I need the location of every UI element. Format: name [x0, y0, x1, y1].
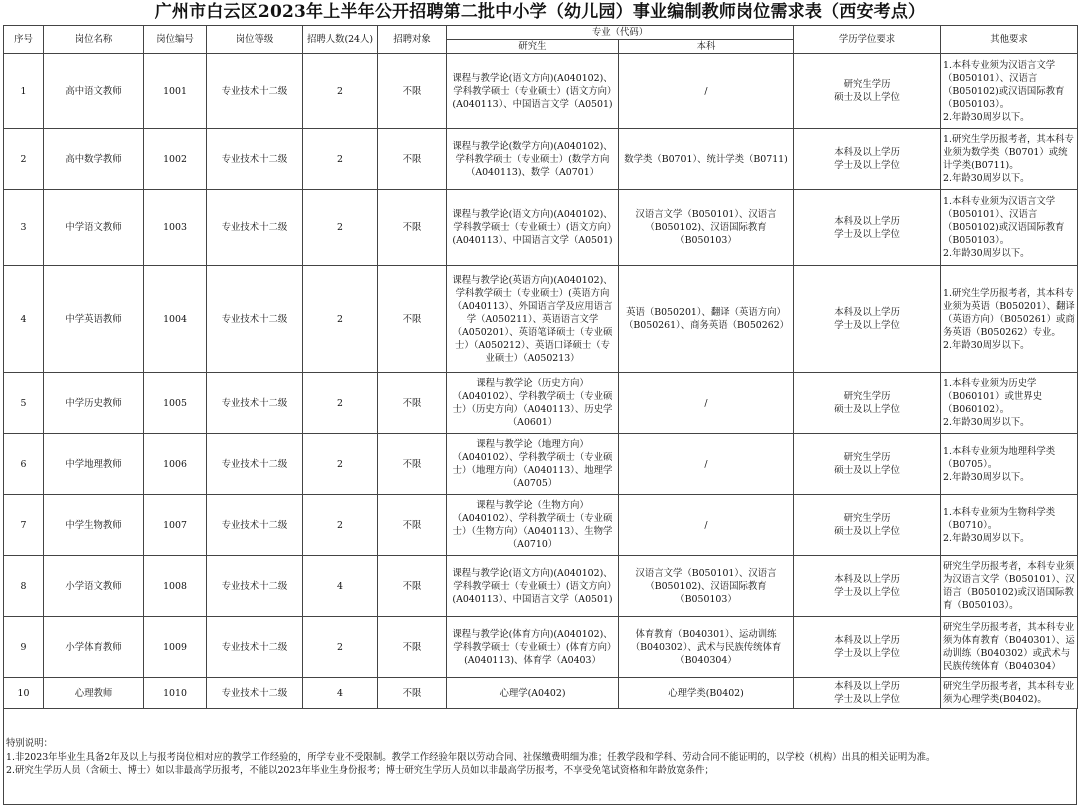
cell-position-level: 专业技术十二级 [207, 678, 303, 709]
cell-graduate-major: 课程与教学论(英语方向)(A040102)、学科教学硕士（专业硕士）(英语方向（A040113）、外国语言学及应用语言学（A050211）、英语语言文学（A050201）、英语笔译硕士（专业硕士）（A050212）、英语口译硕士（专业硕士）（A050213） [447, 266, 619, 373]
cell-target: 不限 [378, 434, 447, 495]
header-position-code: 岗位编号 [144, 26, 207, 54]
table-row [4, 266, 1078, 373]
cell-degree-requirement: 本科及以上学历 学士及以上学位 [794, 129, 941, 190]
cell-undergraduate-major: / [619, 434, 794, 495]
cell-target: 不限 [378, 617, 447, 678]
cell-position-code: 1009 [144, 617, 207, 678]
cell-position-level: 专业技术十二级 [207, 617, 303, 678]
cell-target: 不限 [378, 373, 447, 434]
cell-seq: 5 [4, 373, 44, 434]
cell-hiring-count: 4 [303, 678, 378, 709]
cell-target: 不限 [378, 678, 447, 709]
header-seq: 序号 [4, 26, 44, 54]
cell-position-code: 1006 [144, 434, 207, 495]
cell-degree-requirement: 本科及以上学历 学士及以上学位 [794, 266, 941, 373]
cell-position-level: 专业技术十二级 [207, 556, 303, 617]
table-row [4, 617, 1078, 678]
cell-position-name: 高中数学教师 [44, 129, 144, 190]
cell-position-name: 小学体育教师 [44, 617, 144, 678]
cell-seq: 1 [4, 54, 44, 129]
table-row [4, 678, 1078, 709]
header-target: 招聘对象 [378, 26, 447, 54]
cell-hiring-count: 2 [303, 434, 378, 495]
cell-position-level: 专业技术十二级 [207, 266, 303, 373]
cell-undergraduate-major: 汉语言文学（B050101）、汉语言（B050102)、汉语国际教育（B050103） [619, 556, 794, 617]
cell-undergraduate-major: 汉语言文学（B050101）、汉语言（B050102)、汉语国际教育（B050103） [619, 190, 794, 266]
cell-undergraduate-major: 体育教育（B040301）、运动训练（B040302）、武术与民族传统体育（B040304） [619, 617, 794, 678]
cell-hiring-count: 2 [303, 54, 378, 129]
table-row [4, 495, 1078, 556]
cell-other-requirements: 1.本科专业须为生物科学类（B0710）。 2.年龄30周岁以下。 [941, 495, 1078, 556]
header-major: 专业（代码） [447, 26, 794, 40]
cell-degree-requirement: 本科及以上学历 学士及以上学位 [794, 556, 941, 617]
cell-hiring-count: 2 [303, 266, 378, 373]
cell-undergraduate-major: 英语（B050201）、翻译（英语方向）（B050261）、商务英语（B050262） [619, 266, 794, 373]
cell-position-name: 中学历史教师 [44, 373, 144, 434]
header-other: 其他要求 [941, 26, 1078, 54]
header-position-name: 岗位名称 [44, 26, 144, 54]
cell-undergraduate-major: / [619, 54, 794, 129]
cell-position-level: 专业技术十二级 [207, 190, 303, 266]
cell-degree-requirement: 研究生学历 硕士及以上学位 [794, 54, 941, 129]
cell-position-code: 1010 [144, 678, 207, 709]
cell-position-name: 中学语文教师 [44, 190, 144, 266]
cell-graduate-major: 课程与教学论(数学方向)(A040102)、学科教学硕士（专业硕士）(数学方向（A040113)、数学（A0701） [447, 129, 619, 190]
cell-seq: 10 [4, 678, 44, 709]
positions-table [3, 25, 1078, 709]
cell-graduate-major: 课程与教学论(语文方向)(A040102)、学科教学硕士（专业硕士）(语文方向）(A040113）、中国语言文学（A0501) [447, 190, 619, 266]
cell-position-name: 高中语文教师 [44, 54, 144, 129]
cell-target: 不限 [378, 556, 447, 617]
cell-position-level: 专业技术十二级 [207, 495, 303, 556]
cell-seq: 4 [4, 266, 44, 373]
cell-graduate-major: 课程与教学论(语文方向)(A040102)、学科教学硕士（专业硕士）(语文方向）(A040113）、中国语言文学（A0501) [447, 556, 619, 617]
header-undergraduate: 本科 [619, 40, 794, 54]
header-graduate: 研究生 [447, 40, 619, 54]
cell-graduate-major: 心理学(A0402) [447, 678, 619, 709]
cell-degree-requirement: 研究生学历 硕士及以上学位 [794, 373, 941, 434]
cell-seq: 3 [4, 190, 44, 266]
cell-position-level: 专业技术十二级 [207, 434, 303, 495]
table-row [4, 129, 1078, 190]
cell-seq: 9 [4, 617, 44, 678]
cell-other-requirements: 1.本科专业须为地理科学类（B0705）。 2.年龄30周岁以下。 [941, 434, 1078, 495]
header-hiring-count: 招聘人数(24人) [303, 26, 378, 54]
cell-undergraduate-major: / [619, 373, 794, 434]
cell-position-code: 1008 [144, 556, 207, 617]
notes-heading: 特别说明： [6, 738, 53, 749]
cell-position-code: 1003 [144, 190, 207, 266]
cell-position-name: 中学英语教师 [44, 266, 144, 373]
cell-position-code: 1005 [144, 373, 207, 434]
cell-hiring-count: 2 [303, 495, 378, 556]
cell-undergraduate-major: / [619, 495, 794, 556]
cell-position-name: 中学地理教师 [44, 434, 144, 495]
cell-position-code: 1001 [144, 54, 207, 129]
cell-position-level: 专业技术十二级 [207, 373, 303, 434]
cell-other-requirements: 1.研究生学历报考者，其本科专业须为数学类（B0701）或统计学类(B0711)。 2.年龄30周岁以下。 [941, 129, 1078, 190]
cell-degree-requirement: 本科及以上学历 学士及以上学位 [794, 190, 941, 266]
cell-other-requirements: 研究生学历报考者，其本科专业须为体育教育（B040301）、运动训练（B040302）或武术与民族传统体育（B040304） [941, 617, 1078, 678]
cell-position-name: 中学生物教师 [44, 495, 144, 556]
cell-position-name: 心理教师 [44, 678, 144, 709]
cell-graduate-major: 课程与教学论(语文方向)(A040102)、学科教学硕士（专业硕士）(语文方向）(A040113）、中国语言文学（A0501) [447, 54, 619, 129]
cell-other-requirements: 1.本科专业须为历史学（B060101）或世界史（B060102）。 2.年龄30周岁以下。 [941, 373, 1078, 434]
cell-hiring-count: 2 [303, 129, 378, 190]
header-degree: 学历学位要求 [794, 26, 941, 54]
cell-graduate-major: 课程与教学论（历史方向）（A040102）、学科教学硕士（专业硕士）（历史方向）（A040113）、历史学（A0601） [447, 373, 619, 434]
cell-hiring-count: 2 [303, 190, 378, 266]
cell-graduate-major: 课程与教学论(体育方向)(A040102)、学科教学硕士（专业硕士）(体育方向）(A040113)、体育学（A0403） [447, 617, 619, 678]
note-line: 2.研究生学历人员（含硕士、博士）如以非最高学历报考，不能以2023年毕业生身份报考；博士研究生学历人员如以非最高学历报考，不享受免笔试资格和年龄放宽条件； [6, 765, 714, 776]
cell-hiring-count: 2 [303, 373, 378, 434]
page-title: 广州市白云区2023年上半年公开招聘第二批中小学（幼儿园）事业编制教师岗位需求表（西安考点） [154, 2, 926, 22]
cell-seq: 6 [4, 434, 44, 495]
cell-other-requirements: 研究生学历报考者，其本科专业须为心理学类(B0402)。 [941, 678, 1078, 709]
cell-degree-requirement: 本科及以上学历 学士及以上学位 [794, 678, 941, 709]
cell-target: 不限 [378, 129, 447, 190]
note-line: 1.非2023年毕业生具备2年及以上与报考岗位相对应的教学工作经验的，所学专业不受限制。教学工作经验年限以劳动合同、社保缴费明细为准；任教学段和学科、劳动合同不能证明的，以学校（机构）出具的相关证明为准。 [6, 751, 936, 763]
cell-position-code: 1002 [144, 129, 207, 190]
cell-other-requirements: 研究生学历报考者，本科专业须为汉语言文学（B050101）、汉语言（B050102)或汉语国际教育（B050103）。 [941, 556, 1078, 617]
table-row [4, 54, 1078, 129]
cell-other-requirements: 1.研究生学历报考者，其本科专业须为英语（B050201）、翻译（英语方向）（B050261）或商务英语（B050262）专业。 2.年龄30周岁以下。 [941, 266, 1078, 373]
table-row [4, 190, 1078, 266]
cell-degree-requirement: 本科及以上学历 学士及以上学位 [794, 617, 941, 678]
cell-seq: 8 [4, 556, 44, 617]
cell-position-name: 小学语文教师 [44, 556, 144, 617]
cell-seq: 2 [4, 129, 44, 190]
cell-target: 不限 [378, 54, 447, 129]
cell-hiring-count: 4 [303, 556, 378, 617]
cell-target: 不限 [378, 190, 447, 266]
cell-other-requirements: 1.本科专业须为汉语言文学（B050101）、汉语言（B050102)或汉语国际教育（B050103）。 2.年龄30周岁以下。 [941, 54, 1078, 129]
header-position-level: 岗位等级 [207, 26, 303, 54]
cell-hiring-count: 2 [303, 617, 378, 678]
table-row [4, 556, 1078, 617]
notes-section [3, 709, 1077, 805]
cell-undergraduate-major: 数学类（B0701）、统计学类（B0711) [619, 129, 794, 190]
cell-target: 不限 [378, 495, 447, 556]
table-row [4, 434, 1078, 495]
cell-degree-requirement: 研究生学历 硕士及以上学位 [794, 434, 941, 495]
cell-seq: 7 [4, 495, 44, 556]
cell-undergraduate-major: 心理学类(B0402) [619, 678, 794, 709]
table-row [4, 373, 1078, 434]
cell-position-level: 专业技术十二级 [207, 129, 303, 190]
cell-graduate-major: 课程与教学论（生物方向）（A040102）、学科教学硕士（专业硕士）（生物方向）（A040113）、生物学（A0710） [447, 495, 619, 556]
cell-degree-requirement: 研究生学历 硕士及以上学位 [794, 495, 941, 556]
cell-position-code: 1004 [144, 266, 207, 373]
cell-position-level: 专业技术十二级 [207, 54, 303, 129]
cell-graduate-major: 课程与教学论（地理方向）（A040102）、学科教学硕士（专业硕士）（地理方向）（A040113）、地理学（A0705） [447, 434, 619, 495]
cell-position-code: 1007 [144, 495, 207, 556]
cell-target: 不限 [378, 266, 447, 373]
cell-other-requirements: 1.本科专业须为汉语言文学（B050101）、汉语言（B050102)或汉语国际教育（B050103）。 2.年龄30周岁以下。 [941, 190, 1078, 266]
